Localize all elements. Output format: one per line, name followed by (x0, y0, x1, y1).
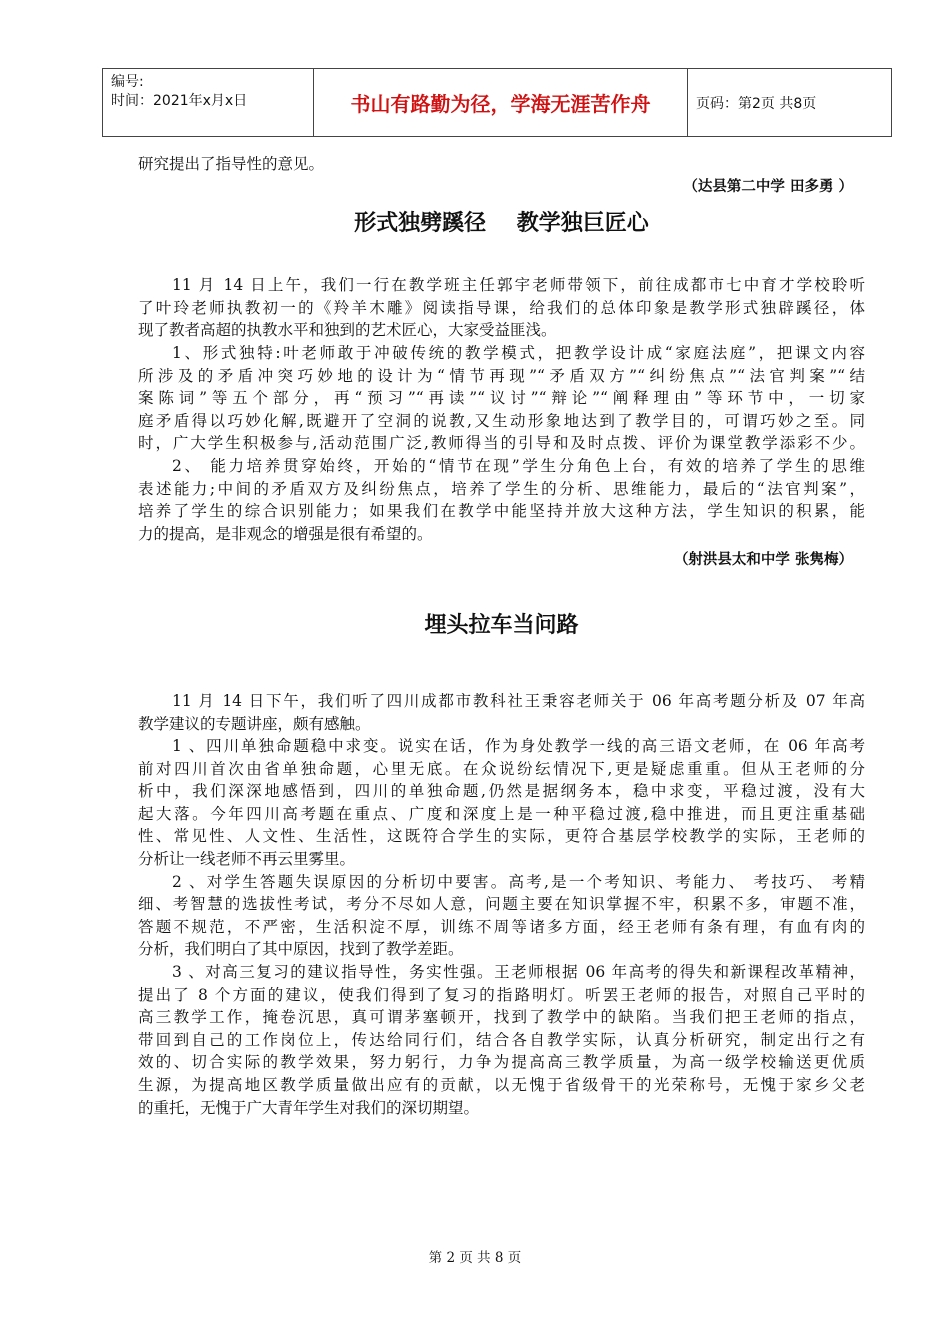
body-line: 带回到自己的工作岗位上，传达给同行们，结合各自教学实际，认真分析研究，制定出行之有 (138, 1030, 865, 1049)
body-line: 前对四川首次由省单独命题，心里无底。在众说纷纭情况下,更是疑虑重重。但从王老师的分 (138, 759, 865, 778)
opening-line: 研究提出了指导性的意见。 (138, 155, 325, 173)
body-line: 的重托，无愧于广大青年学生对我们的深切期望。 (138, 1098, 480, 1117)
article-1-body (138, 274, 865, 545)
document-header (102, 68, 892, 137)
body-line: 分析，我们明白了其中原因，找到了教学差距。 (138, 940, 464, 959)
body-line: 1 、四川单独命题稳中求变。说实在话，作为身处教学一线的高三语文老师，在 06 年高考 (172, 737, 865, 756)
article-2-title: 埋头拉车当问路 (424, 612, 579, 638)
body-line: 性、常见性、人文性、生活性，这既符合学生的实际，更符合基层学校教学的实际，王老师的 (138, 827, 865, 846)
body-line: 3 、对高三复习的建议指导性，务实性强。王老师根据 06 年高考的得失和新课程改革精神， (172, 963, 865, 982)
body-line: 表述能力;中间的矛盾双方及纠纷焦点，培养了学生的分析、思维能力，最后的“法官判案”， (138, 479, 865, 498)
body-line: 时，广大学生积极参与,活动范围广泛,教师得当的引导和及时点拨、评价为课堂教学添彩不少。 (138, 434, 865, 453)
body-line: 2 、对学生答题失误原因的分析切中要害。高考,是一个考知识、考能力、 考技巧、 考精 (172, 872, 865, 891)
date-label: 时间：2021年x月x日 (111, 93, 248, 109)
body-line: 效的、切合实际的教学效果，努力躬行，力争为提高高三教学质量，为高一级学校输送更优质 (138, 1053, 865, 1072)
body-line: 1、形式独特:叶老师敢于冲破传统的教学模式，把教学设计成“家庭法庭”，把课文内容 (172, 343, 865, 362)
body-line: 答题不规范，不严密，生活积淀不厚，训练不周等诸多方面，经王老师有条有理，有血有肉的 (138, 917, 865, 936)
body-line: 析中，我们深深地感悟到，四川的单独命题,仍然是据纲务本，稳中求变，平稳过渡，没有大 (138, 782, 865, 801)
document-body (138, 153, 865, 1119)
signature-2: （射洪县太和中学 张隽梅） (673, 552, 853, 569)
article-1-title: 形式独劈蹊径 教学独巨匠心 (354, 211, 649, 237)
page-label: 页码：第2页 共8页 (688, 69, 892, 137)
body-line: 所涉及的矛盾冲突巧妙地的设计为“情节再现”“矛盾双方”“纠纷焦点”“法官判案”“结 (138, 366, 865, 385)
body-line: 生源，为提高地区教学质量做出应有的贡献，以无愧于省级骨干的光荣称号，无愧于家乡父老 (138, 1076, 865, 1094)
body-line: 高三教学工作，掩卷沉思，真可谓茅塞顿开，找到了教学中的缺陷。当我们把王老师的指点， (138, 1008, 865, 1027)
body-line: 2、 能力培养贯穿始终，开始的“情节在现”学生分角色上台，有效的培养了学生的思维 (172, 456, 865, 475)
body-line: 现了教者高超的执教水平和独到的艺术匠心，大家受益匪浅。 (138, 321, 557, 340)
body-line: 庭矛盾得以巧妙化解,既避开了空洞的说教,又生动形象地达到了教学目的，可谓巧妙之至。同 (138, 411, 865, 430)
body-line: 力的提高，是非观念的增强是很有希望的。 (138, 524, 433, 543)
body-line: 11 月 14 日上午，我们一行在教学班主任郭宇老师带领下，前往成都市七中育才学校聆听 (172, 276, 865, 295)
number-label: 编号: (111, 74, 144, 90)
signature-1: （达县第二中学 田多勇 ） (683, 178, 853, 195)
header-motto: 书山有路勤为径，学海无涯苦作舟 (314, 69, 688, 137)
body-line: 细、考智慧的选拔性考试，考分不尽如人意，问题主要在知识掌握不牢，积累不多，审题不准， (138, 895, 865, 914)
body-line: 培养了学生的综合识别能力；如果我们在教学中能坚持并放大这种方法，学生知识的积累，能 (138, 502, 865, 521)
body-line: 案陈词”等五个部分，再“预习”“再读”“议讨”“辩论”“阐释理由”等环节中，一切家 (138, 389, 865, 408)
body-line: 起大落。今年四川高考题在重点、广度和深度上是一种平稳过渡,稳中推进，而且更注重基础 (138, 804, 865, 823)
body-line: 分析让一线老师不再云里雾里。 (138, 850, 356, 869)
body-line: 提出了 8 个方面的建议，使我们得到了复习的指路明灯。听罢王老师的报告，对照自己平时的 (138, 985, 865, 1004)
article-2-body (138, 690, 865, 1119)
body-line: 了叶玲老师执教初一的《羚羊木雕》阅读指导课，给我们的总体印象是教学形式独辟蹊径，体 (138, 298, 865, 317)
header-meta (103, 69, 314, 137)
body-line: 11 月 14 日下午，我们听了四川成都市教科社王秉容老师关于 06 年高考题分析及 07 年高 (172, 691, 865, 710)
page-footer: 第 2 页 共 8 页 (428, 1250, 522, 1266)
body-line: 教学建议的专题讲座，颇有感触。 (138, 714, 371, 733)
